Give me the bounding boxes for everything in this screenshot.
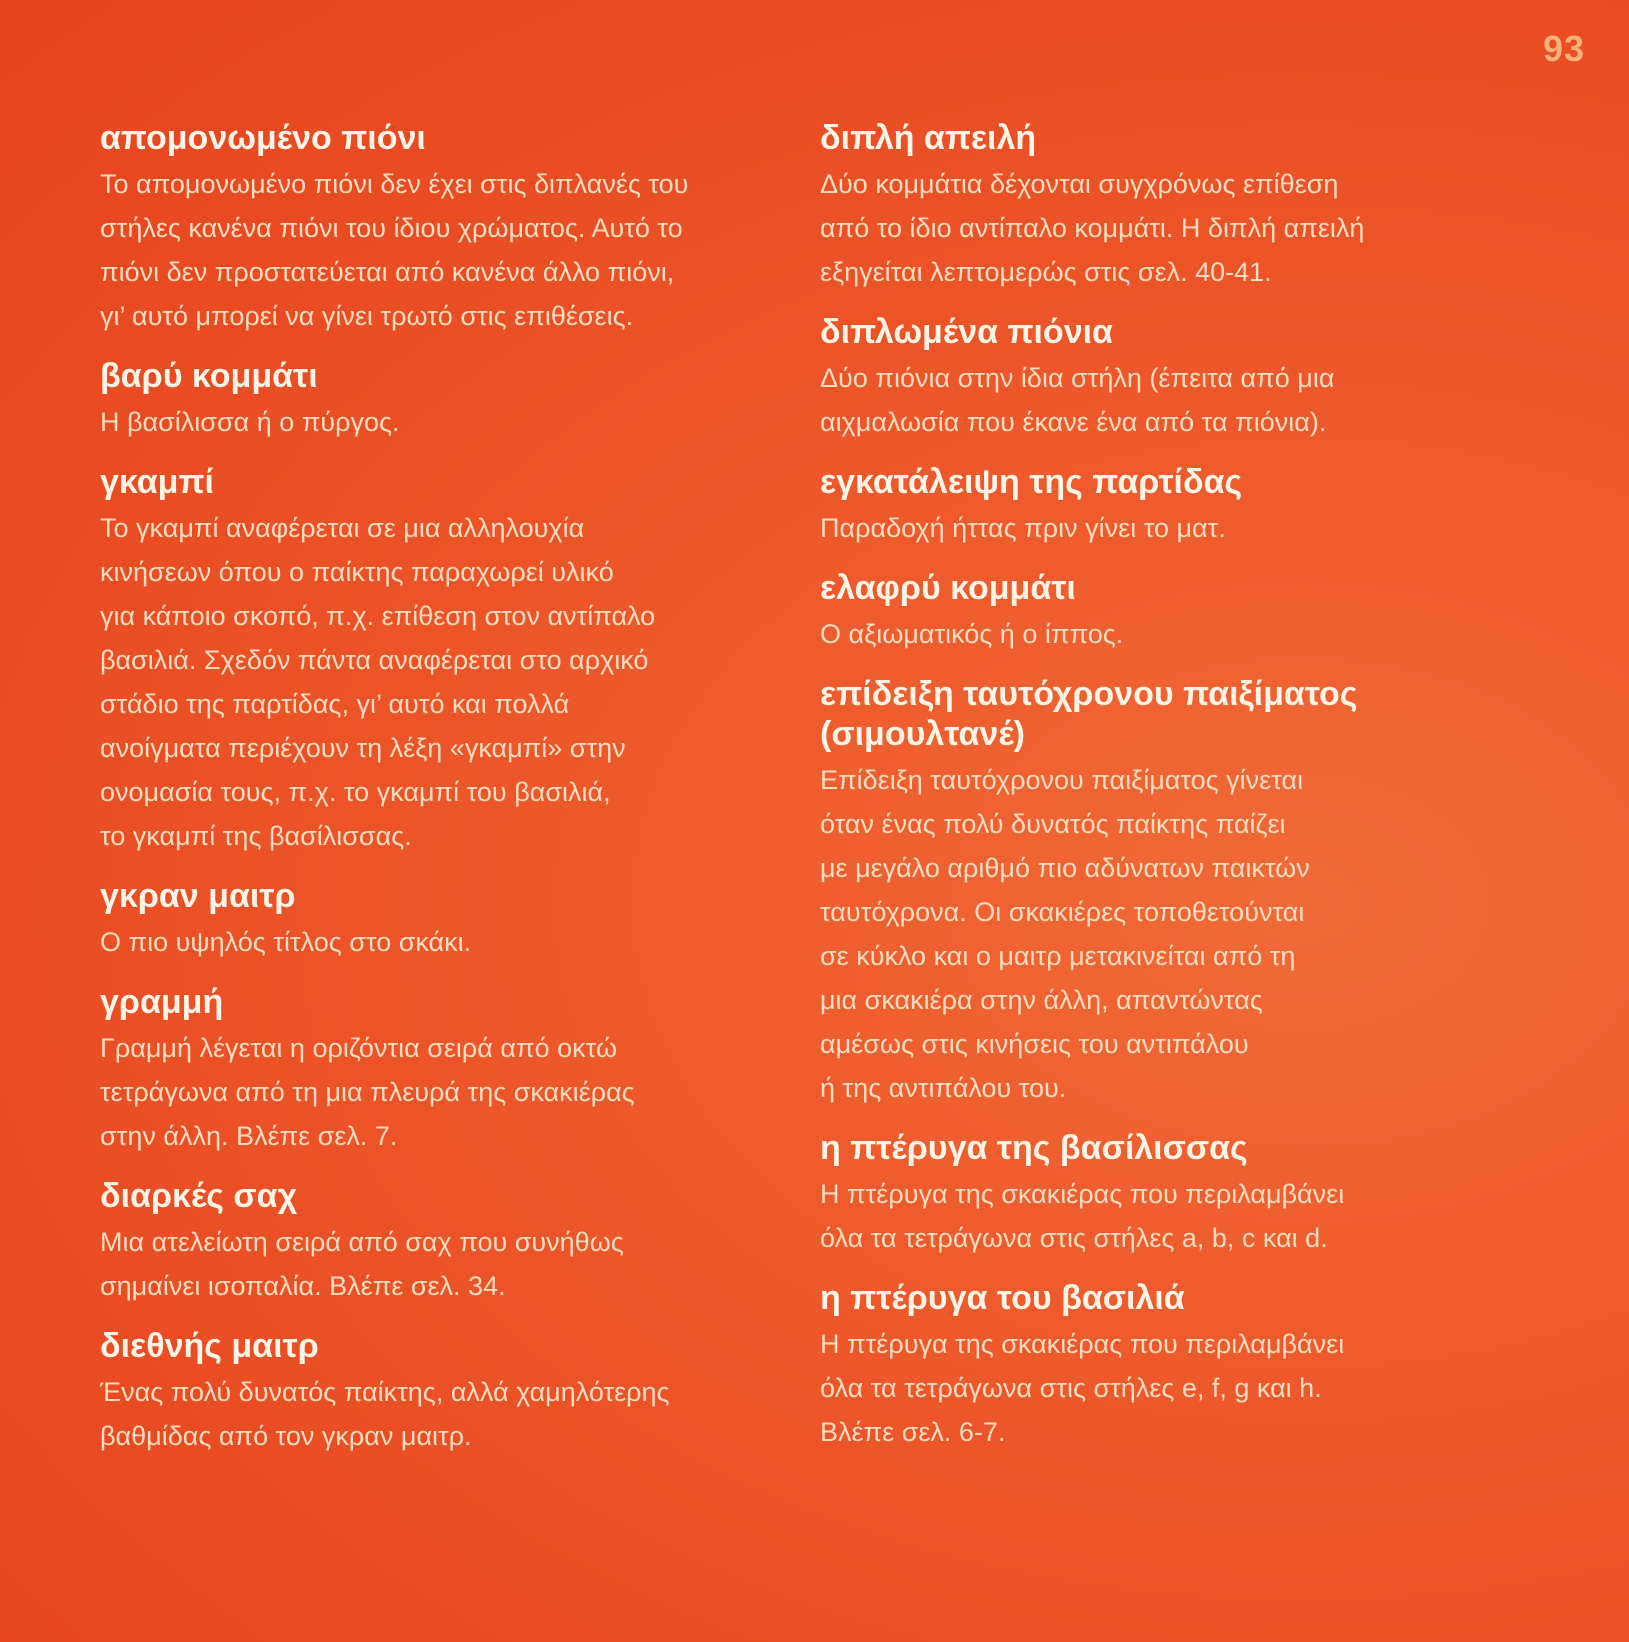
glossary-entry <box>820 1128 1540 1260</box>
glossary-term: διπλωμένα πιόνια <box>820 313 1113 351</box>
glossary-term: απομονωμένο πιόνι <box>100 119 426 157</box>
glossary-definition: Η πτέρυγα της σκακιέρας που περιλαμβάνει όλα τα τετράγωνα στις στήλες e, f, g και h. Βλέπε σελ. 6-7. <box>820 1329 1345 1447</box>
glossary-definition: Το γκαμπί αναφέρεται σε μια αλληλουχία κινήσεων όπου ο παίκτης παραχωρεί υλικό για κάποιο σκοπό, π.χ. επίθεση στον αντίπαλο βασιλιά. Σχεδόν πάντα αναφέρεται στο αρχικό στάδιο της παρτίδας, γι’ αυτό και πολλά ανοίγματα περιέχουν τη λέξη «γκαμπί» στην ονομασία τους, π.χ. το γκαμπί του βασιλιά, το γκαμπί της βασίλισσας. <box>100 513 656 851</box>
glossary-term: βαρύ κομμάτι <box>100 357 318 395</box>
glossary-entry <box>820 1278 1540 1454</box>
glossary-definition: Το απομονωμένο πιόνι δεν έχει στις διπλανές του στήλες κανένα πιόνι του ίδιου χρώματος. Αυτό το πιόνι δεν προστατεύεται από κανένα άλλο πιόνι, γι’ αυτό μπορεί να γίνει τρωτό στις επιθέσεις. <box>100 169 689 331</box>
glossary-definition: Μια ατελείωτη σειρά από σαχ που συνήθως σημαίνει ισοπαλία. Βλέπε σελ. 34. <box>100 1227 624 1301</box>
glossary-entry <box>820 568 1540 656</box>
glossary-entry <box>100 356 790 444</box>
glossary-entry <box>820 118 1540 294</box>
glossary-term: γκραν μαιτρ <box>100 877 296 915</box>
glossary-entry <box>100 118 790 338</box>
glossary-entry <box>100 876 790 964</box>
glossary-definition: Δύο κομμάτια δέχονται συγχρόνως επίθεση από το ίδιο αντίπαλο κομμάτι. Η διπλή απειλή εξηγείται λεπτομερώς στις σελ. 40-41. <box>820 169 1365 287</box>
glossary-term: διεθνής μαιτρ <box>100 1327 319 1365</box>
glossary-definition: Δύο πιόνια στην ίδια στήλη (έπειτα από μια αιχμαλωσία που έκανε ένα από τα πιόνια). <box>820 363 1335 437</box>
glossary-term: διαρκές σαχ <box>100 1177 298 1215</box>
glossary-definition: Η πτέρυγα της σκακιέρας που περιλαμβάνει όλα τα τετράγωνα στις στήλες a, b, c και d. <box>820 1179 1345 1253</box>
glossary-entry <box>820 674 1540 1110</box>
right-column <box>820 118 1540 1472</box>
glossary-term: γραμμή <box>100 983 224 1021</box>
glossary-term: εγκατάλειψη της παρτίδας <box>820 463 1243 501</box>
left-column <box>100 118 790 1476</box>
glossary-definition: Ο πιο υψηλός τίτλος στο σκάκι. <box>100 927 472 957</box>
glossary-entry <box>100 1326 790 1458</box>
page-number: 93 <box>1542 28 1585 69</box>
glossary-entry <box>100 982 790 1158</box>
glossary-definition: Η βασίλισσα ή ο πύργος. <box>100 407 400 437</box>
glossary-term: η πτέρυγα του βασιλιά <box>820 1279 1185 1317</box>
glossary-term: η πτέρυγα της βασίλισσας <box>820 1129 1248 1167</box>
glossary-term: ελαφρύ κομμάτι <box>820 569 1076 607</box>
glossary-entry <box>100 462 790 858</box>
glossary-entry <box>100 1176 790 1308</box>
glossary-term: γκαμπί <box>100 463 214 501</box>
glossary-definition: Παραδοχή ήττας πριν γίνει το ματ. <box>820 513 1226 543</box>
glossary-entry <box>820 462 1540 550</box>
glossary-definition: Επίδειξη ταυτόχρονου παιξίματος γίνεται όταν ένας πολύ δυνατός παίκτης παίζει με μεγάλο αριθμό πιο αδύνατων παικτών ταυτόχρονα. Οι σκακιέρες τοποθετούνται σε κύκλο και ο μαιτρ μετακινείται από τη μια σκακιέρα στην άλλη, απαντώντας αμέσως στις κινήσεις του αντιπάλου ή της αντιπάλου του. <box>820 765 1310 1103</box>
glossary-definition: Ο αξιωματικός ή ο ίππος. <box>820 619 1124 649</box>
glossary-term: επίδειξη ταυτόχρονου παιξίματος (σιμουλτανέ) <box>820 675 1358 753</box>
glossary-term: διπλή απειλή <box>820 119 1037 157</box>
glossary-definition: Ένας πολύ δυνατός παίκτης, αλλά χαμηλότερης βαθμίδας από τον γκραν μαιτρ. <box>100 1377 670 1451</box>
glossary-entry <box>820 312 1540 444</box>
glossary-definition: Γραμμή λέγεται η οριζόντια σειρά από οκτώ τετράγωνα από τη μια πλευρά της σκακιέρας στην άλλη. Βλέπε σελ. 7. <box>100 1033 635 1151</box>
